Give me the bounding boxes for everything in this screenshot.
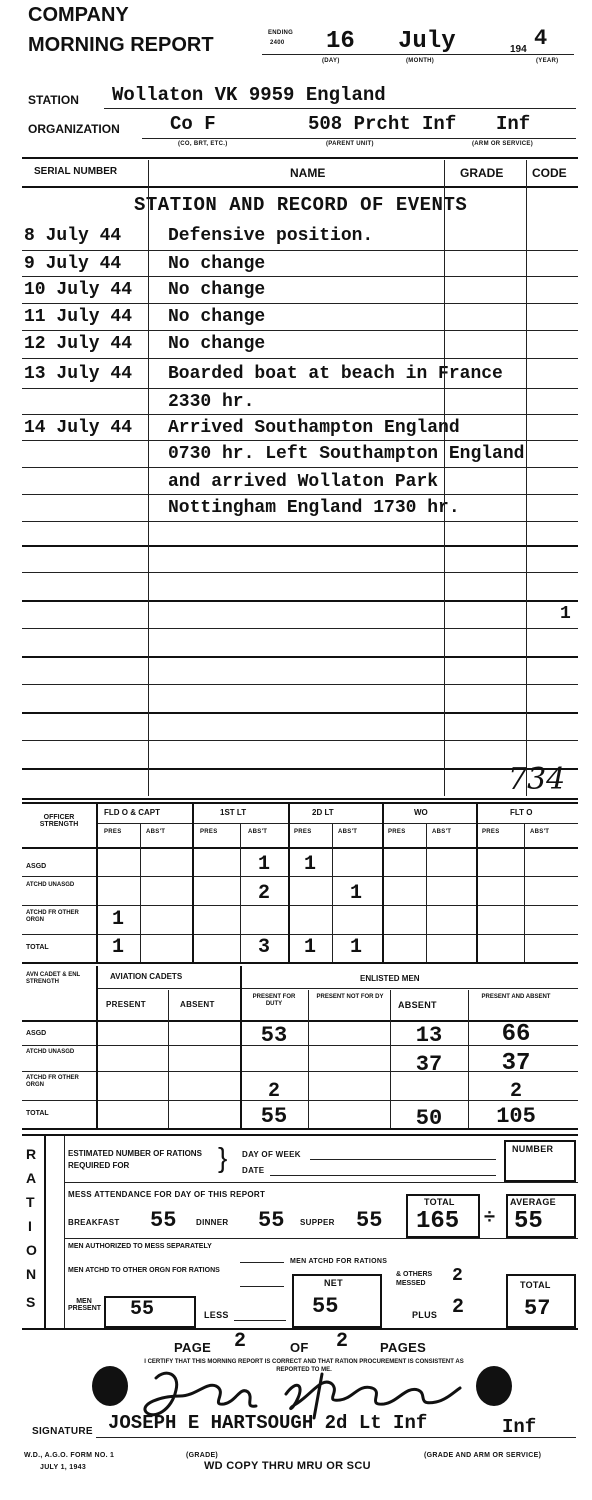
enlisted-col-divider xyxy=(468,990,469,1128)
officer-total-fld-pres: 1 xyxy=(111,936,124,959)
officer-row-asgd: ASGD xyxy=(26,863,47,870)
rations-letter: N xyxy=(26,1266,37,1282)
margin-mark: 1 xyxy=(560,604,571,624)
signer-name: JOSEPH E HARTSOUGH 2d Lt Inf xyxy=(108,1412,428,1434)
event-rule xyxy=(22,494,578,495)
day-of-week-line xyxy=(310,1159,496,1160)
column-header-top-line xyxy=(22,157,578,159)
rations-letter: S xyxy=(26,1294,36,1310)
sub-abst: ABS'T xyxy=(530,829,550,835)
plus-value: 2 xyxy=(452,1296,465,1319)
enlisted-subhead-line xyxy=(96,988,578,989)
officer-subhead-line xyxy=(96,823,578,824)
plus-label: PLUS xyxy=(412,1310,438,1320)
rations-divider xyxy=(64,1182,578,1183)
enlisted-col-divider xyxy=(240,966,242,1128)
organization-label: ORGANIZATION xyxy=(28,122,120,136)
officer-col-divider xyxy=(240,824,241,962)
authorized-line xyxy=(240,1262,284,1263)
event-text: Arrived Southampton England xyxy=(168,418,460,438)
column-header-bottom-line xyxy=(22,186,578,188)
sub-abst: ABS'T xyxy=(432,829,452,835)
cadet-present: PRESENT xyxy=(106,1000,146,1009)
officer-total-2dlt-abs: 1 xyxy=(349,936,362,959)
report-month: July xyxy=(398,28,456,55)
net-label: NET xyxy=(324,1278,343,1288)
caption-co: (CO, BRT, ETC.) xyxy=(178,141,228,147)
caption-arm: (ARM OR SERVICE) xyxy=(472,141,534,147)
organization-arm: Inf xyxy=(496,113,531,135)
atchd-other-label: MEN ATCHD TO OTHER ORGN FOR RATIONS xyxy=(68,1267,220,1274)
dinner-label: DINNER xyxy=(196,1218,229,1227)
event-rule xyxy=(22,740,578,741)
event-rule xyxy=(22,330,578,331)
enlisted-asgd-pa: 66 xyxy=(501,1021,531,1048)
column-name: NAME xyxy=(290,166,326,180)
enlisted-col-divider xyxy=(308,990,309,1128)
grade-caption: (GRADE) xyxy=(186,1452,219,1459)
handwritten-number: 734 xyxy=(508,762,566,797)
event-date: 8 July 44 xyxy=(24,226,122,246)
estimated-rations-label: ESTIMATED NUMBER OF RATIONS REQUIRED FOR xyxy=(68,1149,202,1170)
total2-value: 57 xyxy=(524,1296,551,1321)
officer-total-2dlt-pres: 1 xyxy=(303,936,316,959)
event-text: No change xyxy=(168,334,266,354)
enlisted-total-pa: 105 xyxy=(496,1104,536,1129)
enlisted-other-pfd: 2 xyxy=(267,1080,280,1103)
event-rule xyxy=(22,684,578,685)
signer-arm: Inf xyxy=(502,1416,537,1438)
event-text: Defensive position. xyxy=(168,226,374,246)
organization-company: Co F xyxy=(170,113,216,135)
event-rule xyxy=(22,712,578,714)
sub-pres: PRES xyxy=(294,829,312,835)
certify-text: I CERTIFY THAT THIS MORNING REPORT IS CORRECT AND THAT RATION PROCUREMENT IS CONSISTENT AS REPORTED TO ME. xyxy=(144,1359,464,1373)
officer-header-bottom xyxy=(22,847,578,849)
officer-row-line xyxy=(22,934,578,935)
event-date: 9 July 44 xyxy=(24,254,122,274)
events-bottom-line xyxy=(22,798,578,800)
caption-parent: (PARENT UNIT) xyxy=(326,141,374,147)
officer-total-1stlt-abs: 3 xyxy=(257,936,270,959)
sub-pres: PRES xyxy=(200,829,218,835)
event-rule xyxy=(22,250,578,251)
copy-note: WD COPY THRU MRU OR SCU xyxy=(204,1460,371,1472)
event-date: 12 July 44 xyxy=(24,334,133,354)
officer-bottom-line xyxy=(22,962,578,964)
officer-row-total: TOTAL xyxy=(26,944,49,951)
ending-label: ENDING xyxy=(268,30,294,36)
station-label: STATION xyxy=(28,93,79,107)
form-date: JULY 1, 1943 xyxy=(40,1464,87,1471)
supper-value: 55 xyxy=(356,1208,383,1233)
officer-strength-header: OFFICER STRENGTH xyxy=(39,814,79,828)
event-rule xyxy=(22,414,578,415)
station-value: Wollaton VK 9959 England xyxy=(112,84,386,106)
enlisted-total-pfd: 55 xyxy=(260,1104,288,1129)
brace-glyph: } xyxy=(218,1142,228,1173)
event-rule xyxy=(22,545,578,547)
column-grade: GRADE xyxy=(460,166,504,180)
station-underline xyxy=(104,108,576,109)
date-label: DATE xyxy=(242,1166,265,1175)
enlisted-asgd-absent: 13 xyxy=(415,1023,443,1048)
signature-line xyxy=(96,1437,576,1438)
event-date: 11 July 44 xyxy=(24,307,133,327)
enlisted-row-total: TOTAL xyxy=(26,1110,49,1117)
enlisted-total-absent: 50 xyxy=(415,1106,443,1131)
mess-attendance-label: MESS ATTENDANCE FOR DAY OF THIS REPORT xyxy=(68,1190,266,1199)
officer-row-atchd: ATCHD UNASGD xyxy=(26,882,75,888)
year-suffix: 4 xyxy=(534,26,548,51)
event-text: No change xyxy=(168,307,266,327)
form-id: W.D., A.G.O. FORM NO. 1 xyxy=(24,1452,115,1459)
officer-asgd-1stlt-abs: 1 xyxy=(257,853,270,876)
enlisted-atchd-absent: 37 xyxy=(415,1052,443,1077)
enlisted-strength-header: AVN CADET & ENL STRENGTH xyxy=(26,972,81,985)
present-not-for-duty: PRESENT NOT FOR DY xyxy=(316,994,384,1000)
total-label: TOTAL xyxy=(424,1197,455,1207)
men-atchd-rations-label: MEN ATCHD FOR RATIONS xyxy=(290,1258,388,1265)
event-continuation: and arrived Wollaton Park xyxy=(168,472,439,492)
month-caption: (MONTH) xyxy=(406,58,435,64)
officer-col-divider xyxy=(382,804,384,962)
officer-col-divider xyxy=(288,804,290,962)
rations-top-line xyxy=(22,1134,578,1136)
rations-letter: A xyxy=(26,1170,37,1186)
column-code: CODE xyxy=(532,166,567,180)
sub-pres: PRES xyxy=(104,829,122,835)
organization-parent-unit: 508 Prcht Inf xyxy=(308,113,457,135)
sub-pres: PRES xyxy=(482,829,500,835)
officer-atchd-2dlt-abs: 1 xyxy=(349,882,362,905)
grade-code-divider xyxy=(526,160,527,796)
year-prefix: 194 xyxy=(510,44,527,55)
event-rule xyxy=(22,768,578,770)
date-underline xyxy=(262,54,574,55)
enlisted-col-divider xyxy=(390,990,391,1128)
average-label: AVERAGE xyxy=(510,1197,556,1207)
officer-group-1stlt: 1ST LT xyxy=(220,808,247,817)
officer-col-divider xyxy=(140,824,141,962)
net-value: 55 xyxy=(312,1294,339,1319)
event-rule xyxy=(22,600,578,602)
authorized-label: MEN AUTHORIZED TO MESS SEPARATELY xyxy=(68,1243,212,1250)
event-rule xyxy=(22,440,578,441)
less-label: LESS xyxy=(204,1310,229,1320)
officer-group-wo: WO xyxy=(414,808,428,817)
atchd-other-line xyxy=(240,1286,284,1287)
officer-row-line xyxy=(22,905,578,906)
average-value: 55 xyxy=(514,1208,543,1235)
number-label: NUMBER xyxy=(512,1144,554,1154)
rations-side-divider xyxy=(64,1136,65,1328)
event-rule xyxy=(22,276,578,277)
pages-label: PAGES xyxy=(380,1340,427,1355)
less-line xyxy=(234,1320,286,1321)
enlisted-row-asgd: ASGD xyxy=(26,1030,47,1037)
divide-glyph: ÷ xyxy=(484,1206,495,1228)
officer-atchd-1stlt-abs: 2 xyxy=(257,882,270,905)
supper-label: SUPPER xyxy=(300,1218,335,1227)
rations-side-divider xyxy=(44,1136,46,1328)
officer-col-divider xyxy=(192,804,194,962)
page-label: PAGE xyxy=(174,1340,212,1355)
officer-asgd-2dlt-pres: 1 xyxy=(303,853,316,876)
officer-group-2dlt: 2D LT xyxy=(312,808,334,817)
officer-top-line xyxy=(22,802,578,804)
enlisted-row-atchd: ATCHD UNASGD xyxy=(26,1049,75,1055)
event-row xyxy=(0,334,592,361)
total-value: 165 xyxy=(416,1208,460,1235)
aviation-cadets-header: AVIATION CADETS xyxy=(110,972,183,981)
form-title-company: COMPANY xyxy=(28,4,129,26)
officer-col-divider xyxy=(476,804,478,962)
sub-abst: ABS'T xyxy=(338,829,358,835)
event-rule xyxy=(22,521,578,522)
present-for-duty: PRESENT FOR DUTY xyxy=(252,994,296,1007)
officer-col-divider xyxy=(426,824,427,962)
column-serial-number: SERIAL NUMBER xyxy=(34,166,118,177)
event-continuation: 0730 hr. Left Southampton England xyxy=(168,444,525,464)
ending-time: 2400 xyxy=(270,40,285,46)
year-caption: (YEAR) xyxy=(536,58,559,64)
serial-divider xyxy=(148,160,149,796)
enlisted-col-divider xyxy=(168,990,169,1128)
men-present-value: 55 xyxy=(130,1298,155,1321)
form-title-morning-report: MORNING REPORT xyxy=(28,34,214,56)
event-text: No change xyxy=(168,254,266,274)
event-date: 10 July 44 xyxy=(24,280,133,300)
officer-col-divider xyxy=(524,824,525,962)
event-rule xyxy=(22,628,578,629)
event-row xyxy=(0,226,592,253)
breakfast-label: BREAKFAST xyxy=(68,1218,120,1227)
enlisted-asgd-pfd: 53 xyxy=(260,1023,288,1048)
sub-pres: PRES xyxy=(388,829,406,835)
event-rule xyxy=(22,358,578,359)
men-present-label: MEN PRESENT xyxy=(68,1298,102,1312)
total2-label: TOTAL xyxy=(520,1280,551,1290)
rations-divider xyxy=(64,1238,578,1239)
date-line xyxy=(270,1175,496,1176)
present-and-absent: PRESENT AND ABSENT xyxy=(481,994,551,1000)
sub-abst: ABS'T xyxy=(146,829,166,835)
officer-other-fld-pres: 1 xyxy=(111,908,124,931)
signature-label: SIGNATURE xyxy=(32,1426,93,1437)
enlisted-absent: ABSENT xyxy=(398,1000,437,1010)
sub-abst: ABS'T xyxy=(248,829,268,835)
others-messed-label: & OTHERS MESSED xyxy=(396,1271,433,1287)
name-grade-divider xyxy=(444,160,445,796)
event-text: Boarded boat at beach in France xyxy=(168,364,503,384)
officer-row-other: ATCHD FR OTHER ORGN xyxy=(26,910,79,923)
punch-hole-left xyxy=(92,1366,128,1406)
event-rule xyxy=(22,572,578,573)
enlisted-men-header: ENLISTED MEN xyxy=(360,974,420,983)
rations-letter: R xyxy=(26,1146,37,1162)
rations-letter: I xyxy=(28,1218,32,1234)
day-of-week-label: DAY OF WEEK xyxy=(242,1150,301,1159)
event-text: No change xyxy=(168,280,266,300)
rations-letter: O xyxy=(26,1242,37,1258)
event-continuation: 2330 hr. xyxy=(168,392,255,412)
page-number: 2 xyxy=(234,1330,247,1353)
officer-col-divider xyxy=(96,804,98,962)
rations-bottom-line xyxy=(22,1328,578,1330)
event-rule xyxy=(22,656,578,658)
enlisted-col-divider xyxy=(96,966,98,1128)
event-rule xyxy=(22,467,578,468)
breakfast-value: 55 xyxy=(150,1208,177,1233)
others-messed-value: 2 xyxy=(452,1266,463,1286)
officer-col-divider xyxy=(332,824,333,962)
event-date: 13 July 44 xyxy=(24,364,133,384)
punch-hole-right xyxy=(476,1366,512,1406)
events-title: STATION AND RECORD OF EVENTS xyxy=(134,194,468,216)
enlisted-row-other: ATCHD FR OTHER ORGN xyxy=(26,1075,79,1088)
rations-letter: T xyxy=(26,1194,35,1210)
enlisted-other-pa: 2 xyxy=(509,1080,522,1103)
cadet-absent: ABSENT xyxy=(180,1000,215,1009)
report-day: 16 xyxy=(326,28,355,55)
event-rule xyxy=(22,388,578,389)
officer-row-line xyxy=(22,876,578,877)
organization-underline xyxy=(142,138,576,139)
officer-group-fld: FLD O & CAPT xyxy=(104,808,160,817)
event-continuation: Nottingham England 1730 hr. xyxy=(168,498,460,518)
pages-number: 2 xyxy=(336,1330,349,1353)
arm-caption: (GRADE AND ARM OR SERVICE) xyxy=(424,1452,542,1459)
day-caption: (DAY) xyxy=(322,58,340,64)
event-rule xyxy=(22,303,578,304)
enlisted-atchd-pa: 37 xyxy=(501,1050,531,1077)
dinner-value: 55 xyxy=(258,1208,285,1233)
event-date: 14 July 44 xyxy=(24,418,133,438)
officer-group-flto: FLT O xyxy=(510,808,533,817)
of-label: OF xyxy=(290,1340,309,1355)
event-row xyxy=(0,364,592,391)
